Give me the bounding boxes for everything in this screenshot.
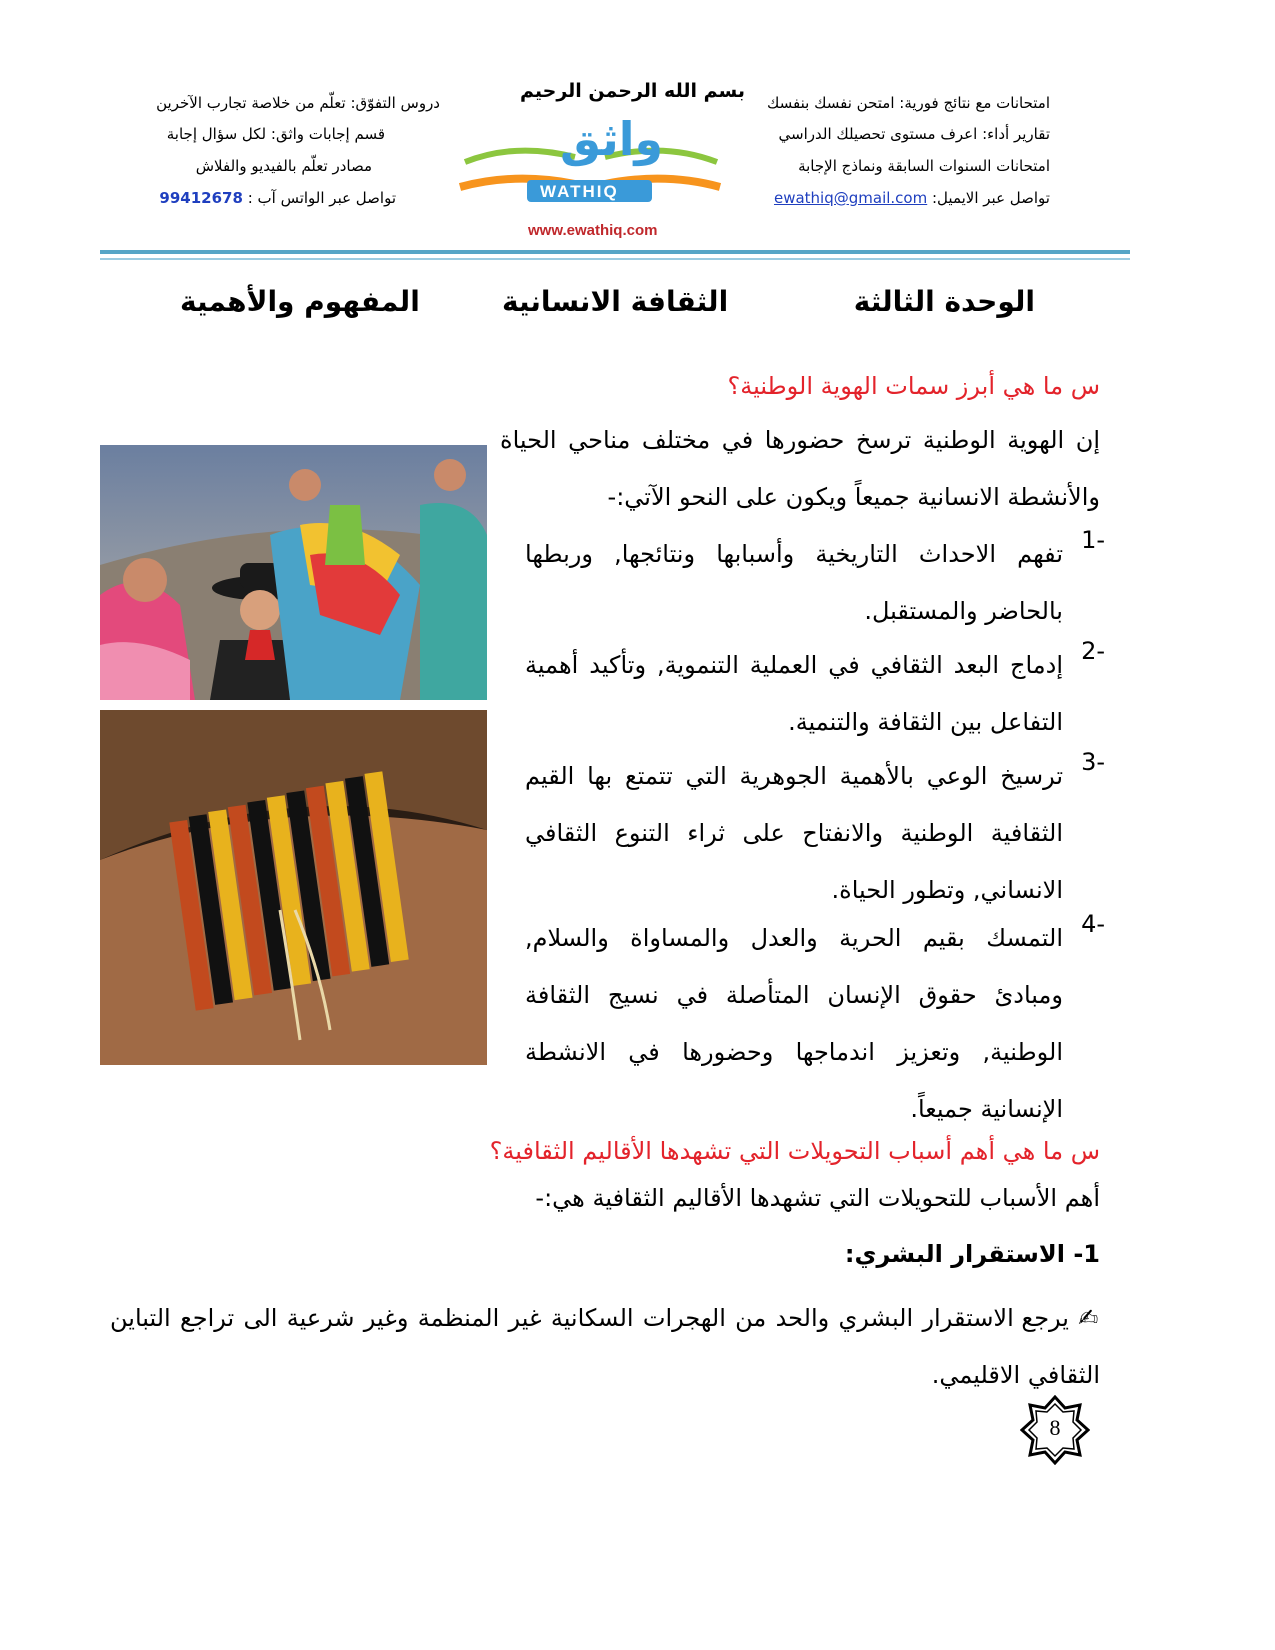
point-title: - الاستقرار البشري: <box>844 1240 1084 1268</box>
email-label: تواصل عبر الايميل: <box>932 189 1050 207</box>
page-number-badge <box>1020 1395 1090 1465</box>
list-item-number: 3- <box>1081 748 1105 776</box>
point-number: 1 <box>1083 1240 1100 1268</box>
list-item-number: 2- <box>1081 637 1105 665</box>
whatsapp-label: تواصل عبر الواتس آب : <box>247 189 396 207</box>
header-divider <box>100 250 1130 254</box>
list-item <box>525 748 1105 919</box>
subject-title: الثقافة الانسانية <box>502 285 729 318</box>
logo-latin-text: WATHIQ <box>540 182 619 201</box>
hand-writing-icon: ✍ <box>1078 1304 1100 1332</box>
section2-point-heading <box>845 1240 1100 1268</box>
whatsapp-number[interactable]: 99412678 <box>159 189 243 207</box>
question-2: س ما هي أهم أسباب التحويلات التي تشهدها الأقاليم الثقافية؟ <box>489 1137 1100 1165</box>
website-link[interactable]: www.ewathiq.com <box>528 222 658 239</box>
folk-dancers-photo <box>100 445 487 700</box>
header-email-line <box>760 188 1050 208</box>
bullet-paragraph <box>110 1290 1100 1404</box>
header-divider-thin <box>100 258 1130 260</box>
list-item <box>525 526 1105 640</box>
list-item-number: 4- <box>1081 910 1105 938</box>
logo-arabic-text: واثق <box>560 112 664 166</box>
section1-intro: إن الهوية الوطنية ترسخ حضورها في مختلف مناحي الحياة والأنشطة الانسانية جميعاً ويكون على النحو الآتي:- <box>500 426 1100 511</box>
beaded-bracelets-photo <box>100 710 487 1065</box>
section2-intro: أهم الأسباب للتحويلات التي تشهدها الأقاليم الثقافية هي:- <box>535 1184 1100 1212</box>
header-right-line-3: امتحانات السنوات السابقة ونماذج الإجابة <box>798 157 1050 175</box>
list-item-text: إدماج البعد الثقافي في العملية التنموية, وتأكيد أهمية التفاعل بين الثقافة والتنمية. <box>525 651 1063 736</box>
unit-title: الوحدة الثالثة <box>853 285 1035 318</box>
header-right-line-2: تقارير أداء: اعرف مستوى تحصيلك الدراسي <box>778 125 1050 143</box>
email-link[interactable]: ewathiq@gmail.com <box>773 189 928 207</box>
list-item-number: 1- <box>1081 526 1105 554</box>
header-right-line-1: امتحانات مع نتائج فورية: امتحن نفسك بنفسك <box>767 94 1050 112</box>
question-1: س ما هي أبرز سمات الهوية الوطنية؟ <box>727 372 1100 400</box>
list-item <box>525 637 1105 751</box>
topic-title: المفهوم والأهمية <box>180 285 420 318</box>
bullet-text: يرجع الاستقرار البشري والحد من الهجرات السكانية غير المنظمة وغير شرعية الى تراجع التباين الثقافي الاقليمي. <box>110 1304 1100 1389</box>
list-item-text: ترسيخ الوعي بالأهمية الجوهرية التي تتمتع بها القيم الثقافية الوطنية والانفتاح على ثراء التنوع الثقافي الانساني, وتطور الحياة. <box>525 762 1063 904</box>
page-number: 8 <box>1049 1415 1061 1440</box>
list-item-text: تفهم الاحداث التاريخية وأسبابها ونتائجها, وربطها بالحاضر والمستقبل. <box>525 540 1063 625</box>
header-left-line-3: مصادر تعلّم بالفيديو والفلاش <box>195 157 372 175</box>
list-item <box>525 910 1105 1138</box>
list-item-text: التمسك بقيم الحرية والعدل والمساواة والسلام, ومبادئ حقوق الإنسان المتأصلة في نسيج الثقافة الوطنية, وتعزيز اندماجها وحضورها في الانشطة الإنسانية جميعاً. <box>525 924 1063 1123</box>
basmala: بسم الله الرحمن الرحيم <box>520 80 745 102</box>
wathiq-logo <box>455 112 725 212</box>
header-left-line-2: قسم إجابات واثق: لكل سؤال إجابة <box>166 125 385 143</box>
header-whatsapp-line <box>159 188 396 208</box>
header-left-line-1: دروس التفوّق: تعلّم من خلاصة تجارب الآخرين <box>156 94 440 112</box>
